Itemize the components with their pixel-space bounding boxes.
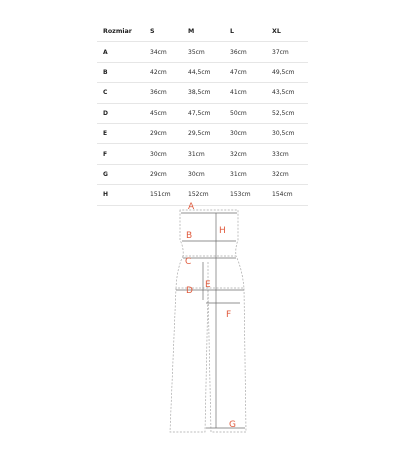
header-size: Rozmiar: [97, 22, 150, 42]
row-label: F: [97, 144, 150, 164]
label-h: H: [219, 226, 226, 236]
cell-m: 47,5cm: [188, 103, 230, 123]
cell-xl: 32cm: [272, 164, 308, 184]
row-label: E: [97, 123, 150, 143]
label-g: G: [229, 420, 236, 430]
cell-l: 36cm: [230, 42, 272, 62]
label-c: C: [185, 257, 192, 267]
row-label: C: [97, 83, 150, 103]
cell-m: 29,5cm: [188, 123, 230, 143]
cell-m: 30cm: [188, 164, 230, 184]
cell-l: 153cm: [230, 185, 272, 205]
garment-outline: [170, 210, 246, 432]
cell-xl: 49,5cm: [272, 62, 308, 82]
cell-xl: 154cm: [272, 185, 308, 205]
cell-l: 31cm: [230, 164, 272, 184]
cell-m: 152cm: [188, 185, 230, 205]
row-label: B: [97, 62, 150, 82]
cell-l: 50cm: [230, 103, 272, 123]
label-b: B: [186, 231, 193, 241]
header-s: S: [150, 22, 188, 42]
header-m: M: [188, 22, 230, 42]
header-xl: XL: [272, 22, 308, 42]
cell-s: 30cm: [150, 144, 188, 164]
cell-s: 45cm: [150, 103, 188, 123]
cell-s: 29cm: [150, 123, 188, 143]
row-label: D: [97, 103, 150, 123]
header-l: L: [230, 22, 272, 42]
cell-xl: 52,5cm: [272, 103, 308, 123]
cell-l: 47cm: [230, 62, 272, 82]
cell-s: 36cm: [150, 83, 188, 103]
cell-m: 35cm: [188, 42, 230, 62]
label-f: F: [226, 310, 232, 320]
cell-m: 44,5cm: [188, 62, 230, 82]
left-leg-outline: [170, 288, 208, 432]
label-d: D: [186, 286, 193, 296]
cell-xl: 37cm: [272, 42, 308, 62]
cell-s: 42cm: [150, 62, 188, 82]
row-label: A: [97, 42, 150, 62]
cell-s: 151cm: [150, 185, 188, 205]
cell-xl: 33cm: [272, 144, 308, 164]
row-label: G: [97, 164, 150, 184]
cell-s: 29cm: [150, 164, 188, 184]
label-e: E: [205, 280, 211, 290]
cell-xl: 30,5cm: [272, 123, 308, 143]
cell-l: 41cm: [230, 83, 272, 103]
cell-xl: 43,5cm: [272, 83, 308, 103]
cell-s: 34cm: [150, 42, 188, 62]
cell-l: 30cm: [230, 123, 272, 143]
cell-l: 32cm: [230, 144, 272, 164]
cell-m: 38,5cm: [188, 83, 230, 103]
cell-m: 31cm: [188, 144, 230, 164]
row-label: H: [97, 185, 150, 205]
label-a: A: [188, 202, 195, 212]
